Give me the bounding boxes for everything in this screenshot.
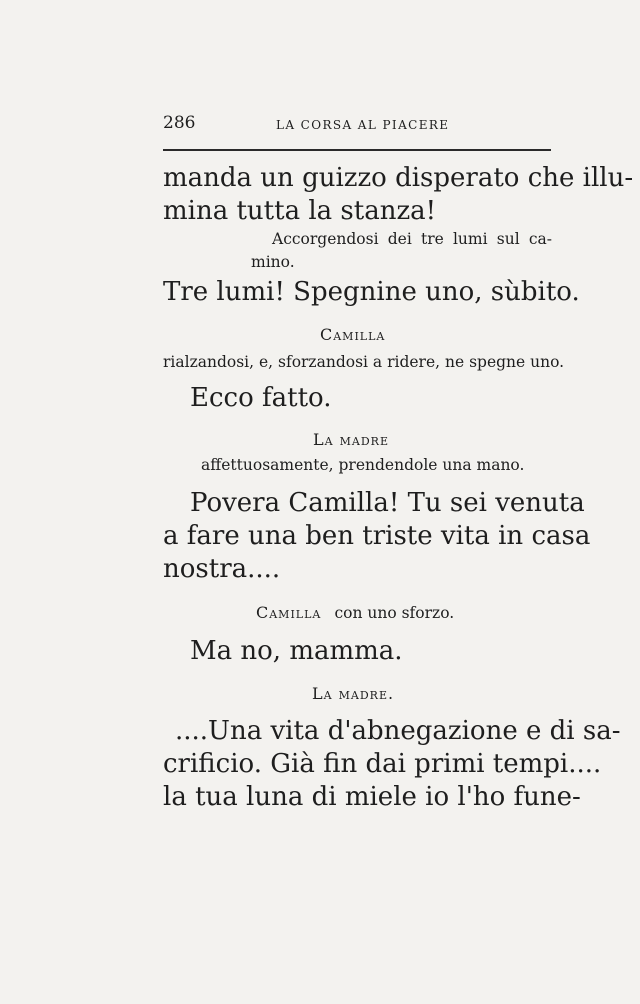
text-line: manda un guizzo disperato che illu- bbox=[163, 163, 634, 193]
header-rule bbox=[163, 149, 551, 151]
text-line: Povera Camilla! Tu sei venuta bbox=[190, 488, 585, 518]
text-line: Tre lumi! Spegnine uno, sùbito. bbox=[163, 277, 580, 307]
text-line: a fare una ben triste vita in casa bbox=[163, 521, 591, 551]
page-header bbox=[163, 113, 553, 143]
page-number: 286 bbox=[163, 113, 196, 133]
text-line: crificio. Già fin dai primi tempi.... bbox=[163, 749, 602, 779]
stage-direction: mino. bbox=[251, 253, 295, 271]
stage-direction: affettuosamente, prendendole una mano. bbox=[201, 456, 525, 474]
text-line: la tua luna di miele io l'ho fune- bbox=[163, 782, 581, 812]
text-line: nostra.... bbox=[163, 554, 281, 584]
stage-direction: con uno sforzo. bbox=[334, 604, 455, 622]
text-line: Ma no, mamma. bbox=[190, 636, 403, 666]
running-title: LA CORSA AL PIACERE bbox=[276, 118, 450, 132]
speaker-line bbox=[256, 603, 454, 622]
text-line: Ecco fatto. bbox=[190, 383, 332, 413]
stage-direction: Accorgendosi dei tre lumi sul ca- bbox=[272, 230, 552, 248]
speaker-name: Camilla bbox=[256, 603, 322, 622]
speaker-name: La madre. bbox=[312, 684, 395, 703]
stage-direction: rialzandosi, e, sforzandosi a ridere, ne spegne uno. bbox=[163, 353, 565, 371]
speaker-name: La madre bbox=[313, 430, 389, 449]
text-line: mina tutta la stanza! bbox=[163, 196, 437, 226]
speaker-name: Camilla bbox=[320, 325, 386, 344]
text-line: ....Una vita d'abnegazione e di sa- bbox=[175, 716, 621, 746]
